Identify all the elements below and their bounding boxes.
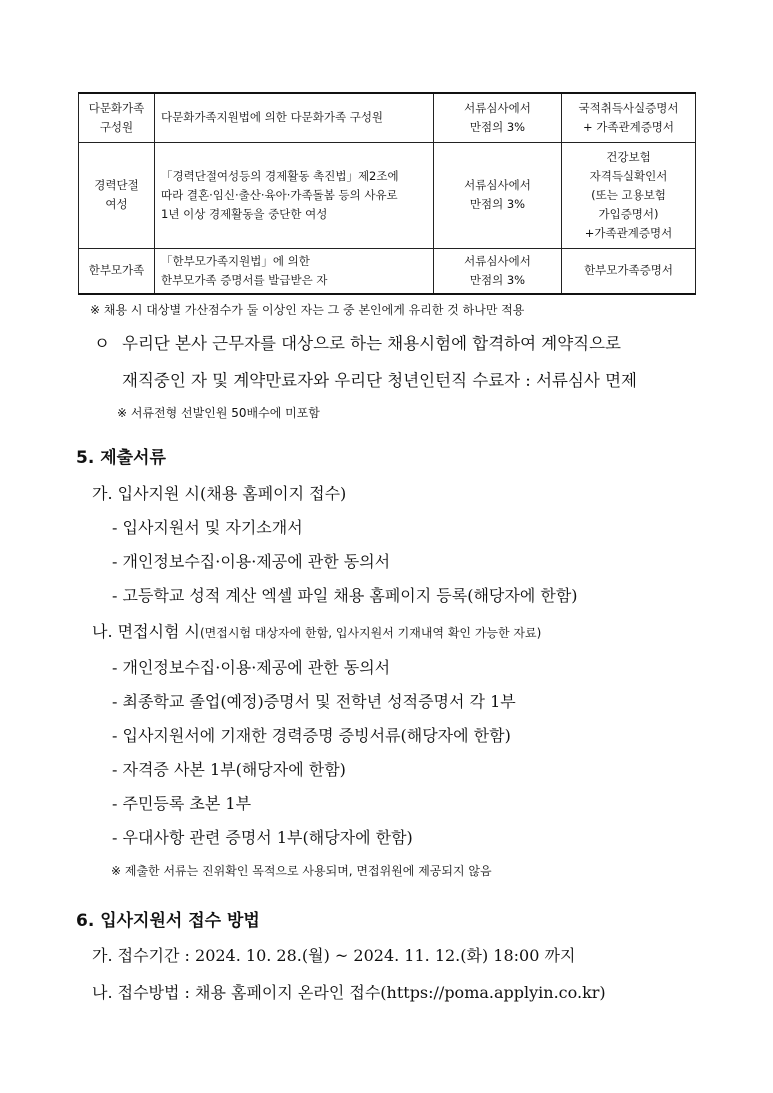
documents-cell: 건강보험 자격득실확인서 (또는 고용보험 가입증명서) +가족관계증명서 — [562, 142, 696, 248]
bonus-cell: 서류심사에서 만점의 3% — [434, 93, 562, 142]
exemption-line-1: 우리단 본사 근무자를 대상으로 하는 채용시험에 합격하여 계약직으로 — [122, 334, 621, 353]
list-item: - 개인정보수집·이용·제공에 관한 동의서 — [112, 658, 391, 677]
description-cell: 다문화가족지원법에 의한 다문화가족 구성원 — [155, 93, 434, 142]
list-item: - 고등학교 성적 계산 엑셀 파일 채용 홈페이지 등록(해당자에 한함) — [112, 586, 578, 605]
exemption-line-2: 재직중인 자 및 계약만료자와 우리단 청년인턴직 수료자 : 서류심사 면제 — [122, 371, 637, 390]
section-5-b-label-main: 나. 면접시험 시 — [92, 622, 200, 641]
description-cell: 「경력단절여성등의 경제활동 촉진법」제2조에 따라 결혼·임신·출산·육아·가족돌봄 등의 사유로 1년 이상 경제활동을 중단한 여성 — [155, 142, 434, 248]
list-item: - 입사지원서 및 자기소개서 — [112, 518, 303, 537]
list-item: - 주민등록 초본 1부 — [112, 794, 252, 813]
section-5-note: ※ 제출한 서류는 진위확인 목적으로 사용되며, 면접위원에 제공되지 않음 — [111, 864, 492, 878]
list-item: - 입사지원서에 기재한 경력증명 증빙서류(해당자에 한함) — [112, 726, 511, 745]
list-item: - 우대사항 관련 증명서 1부(해당자에 한함) — [112, 828, 413, 847]
category-cell: 경력단절 여성 — [79, 142, 155, 248]
table-row — [79, 93, 696, 142]
section-6-title: 6. 입사지원서 접수 방법 — [76, 911, 260, 931]
category-cell: 다문화가족 구성원 — [79, 93, 155, 142]
application-period: 가. 접수기간 : 2024. 10. 28.(월) ~ 2024. 11. 12.(화) 18:00 까지 — [92, 946, 576, 965]
documents-cell: 한부모가족증명서 — [562, 248, 696, 294]
section-5-b-label — [92, 619, 541, 642]
section-5-a-label: 가. 입사지원 시(채용 홈페이지 접수) — [92, 484, 347, 503]
exemption-note: ※ 서류전형 선발인원 50배수에 미포함 — [117, 406, 320, 420]
table-row — [79, 142, 696, 248]
section-5-b-label-note: (면접시험 대상자에 한함, 입사지원서 기재내역 확인 가능한 자료) — [200, 626, 542, 640]
table-row — [79, 248, 696, 294]
application-method: 나. 접수방법 : 채용 홈페이지 온라인 접수(https://poma.applyin.co.kr) — [92, 983, 606, 1002]
list-item: - 개인정보수집·이용·제공에 관한 동의서 — [112, 552, 391, 571]
documents-cell: 국적취득사실증명서 + 가족관계증명서 — [562, 93, 696, 142]
list-item: - 자격증 사본 1부(해당자에 한함) — [112, 760, 346, 779]
bonus-cell: 서류심사에서 만점의 3% — [434, 248, 562, 294]
section-5-title: 5. 제출서류 — [76, 448, 166, 468]
bonus-points-table — [78, 92, 696, 295]
bonus-cell: 서류심사에서 만점의 3% — [434, 142, 562, 248]
description-cell: 「한부모가족지원법」에 의한 한부모가족 증명서를 발급받은 자 — [155, 248, 434, 294]
list-item: - 최종학교 졸업(예정)증명서 및 전학년 성적증명서 각 1부 — [112, 692, 516, 711]
table-note: ※ 채용 시 대상별 가산점수가 둘 이상인 자는 그 중 본인에게 유리한 것 하나만 적용 — [90, 303, 525, 317]
category-cell: 한부모가족 — [79, 248, 155, 294]
exemption-bullet: ㅇ — [94, 334, 110, 353]
